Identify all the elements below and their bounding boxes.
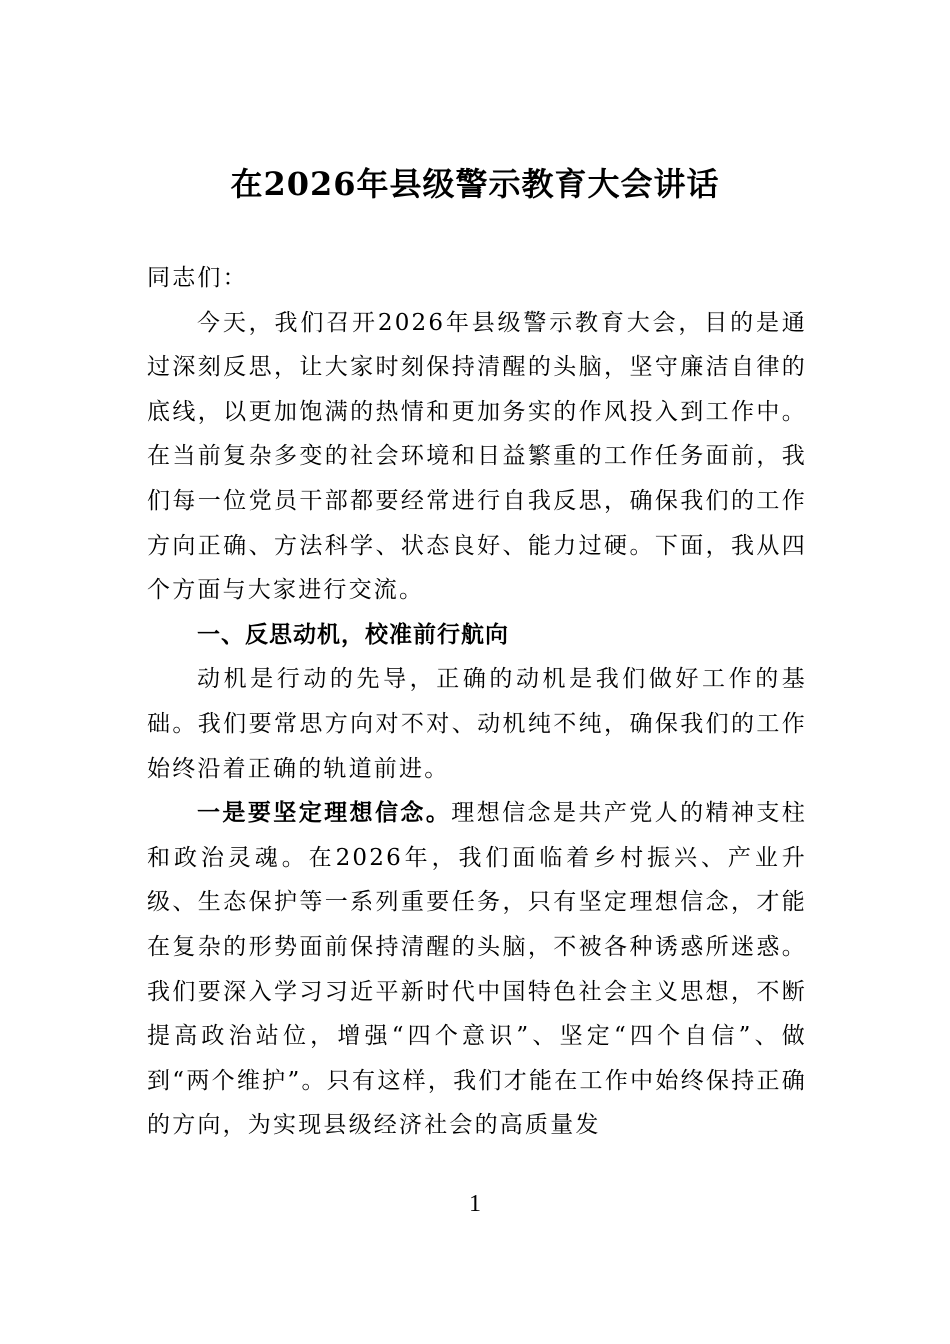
salutation: 同志们：: [147, 265, 248, 291]
document-body: [147, 256, 807, 1148]
point-1-body: 理想信念是共产党人的精神支柱和政治灵魂。在2026年，我们面临着乡村振兴、产业升级、生态保护等一系列重要任务，只有坚定理想信念，才能在复杂的形势面前保持清醒的头脑，不被各种诱惑所迷惑。我们要深入学习习近平新时代中国特色社会主义思想，不断提高政治站位，增强“四个意识”、坚定“四个自信”、做到“两个维护”。只有这样，我们才能在工作中始终保持正确的方向，为实现县级经济社会的高质量发: [147, 800, 807, 1139]
section-1-intro-paragraph: 动机是行动的先导，正确的动机是我们做好工作的基础。我们要常思方向对不对、动机纯不纯，确保我们的工作始终沿着正确的轨道前进。: [147, 666, 807, 782]
document-title: 在2026年县级警示教育大会讲话: [230, 165, 720, 203]
point-1-paragraph: [147, 791, 807, 1148]
intro-paragraph: 今天，我们召开2026年县级警示教育大会，目的是通过深刻反思，让大家时刻保持清醒的头脑，坚守廉洁自律的底线，以更加饱满的热情和更加务实的作风投入到工作中。在当前复杂多变的社会环境和日益繁重的工作任务面前，我们每一位党员干部都要经常进行自我反思，确保我们的工作方向正确、方法科学、状态良好、能力过硬。下面，我从四个方面与大家进行交流。: [147, 309, 807, 604]
page-number: 1: [469, 1191, 481, 1217]
point-1-lead: 一是要坚定理想信念。: [197, 799, 452, 827]
section-heading-1: 一、反思动机，校准前行航向: [197, 621, 509, 648]
